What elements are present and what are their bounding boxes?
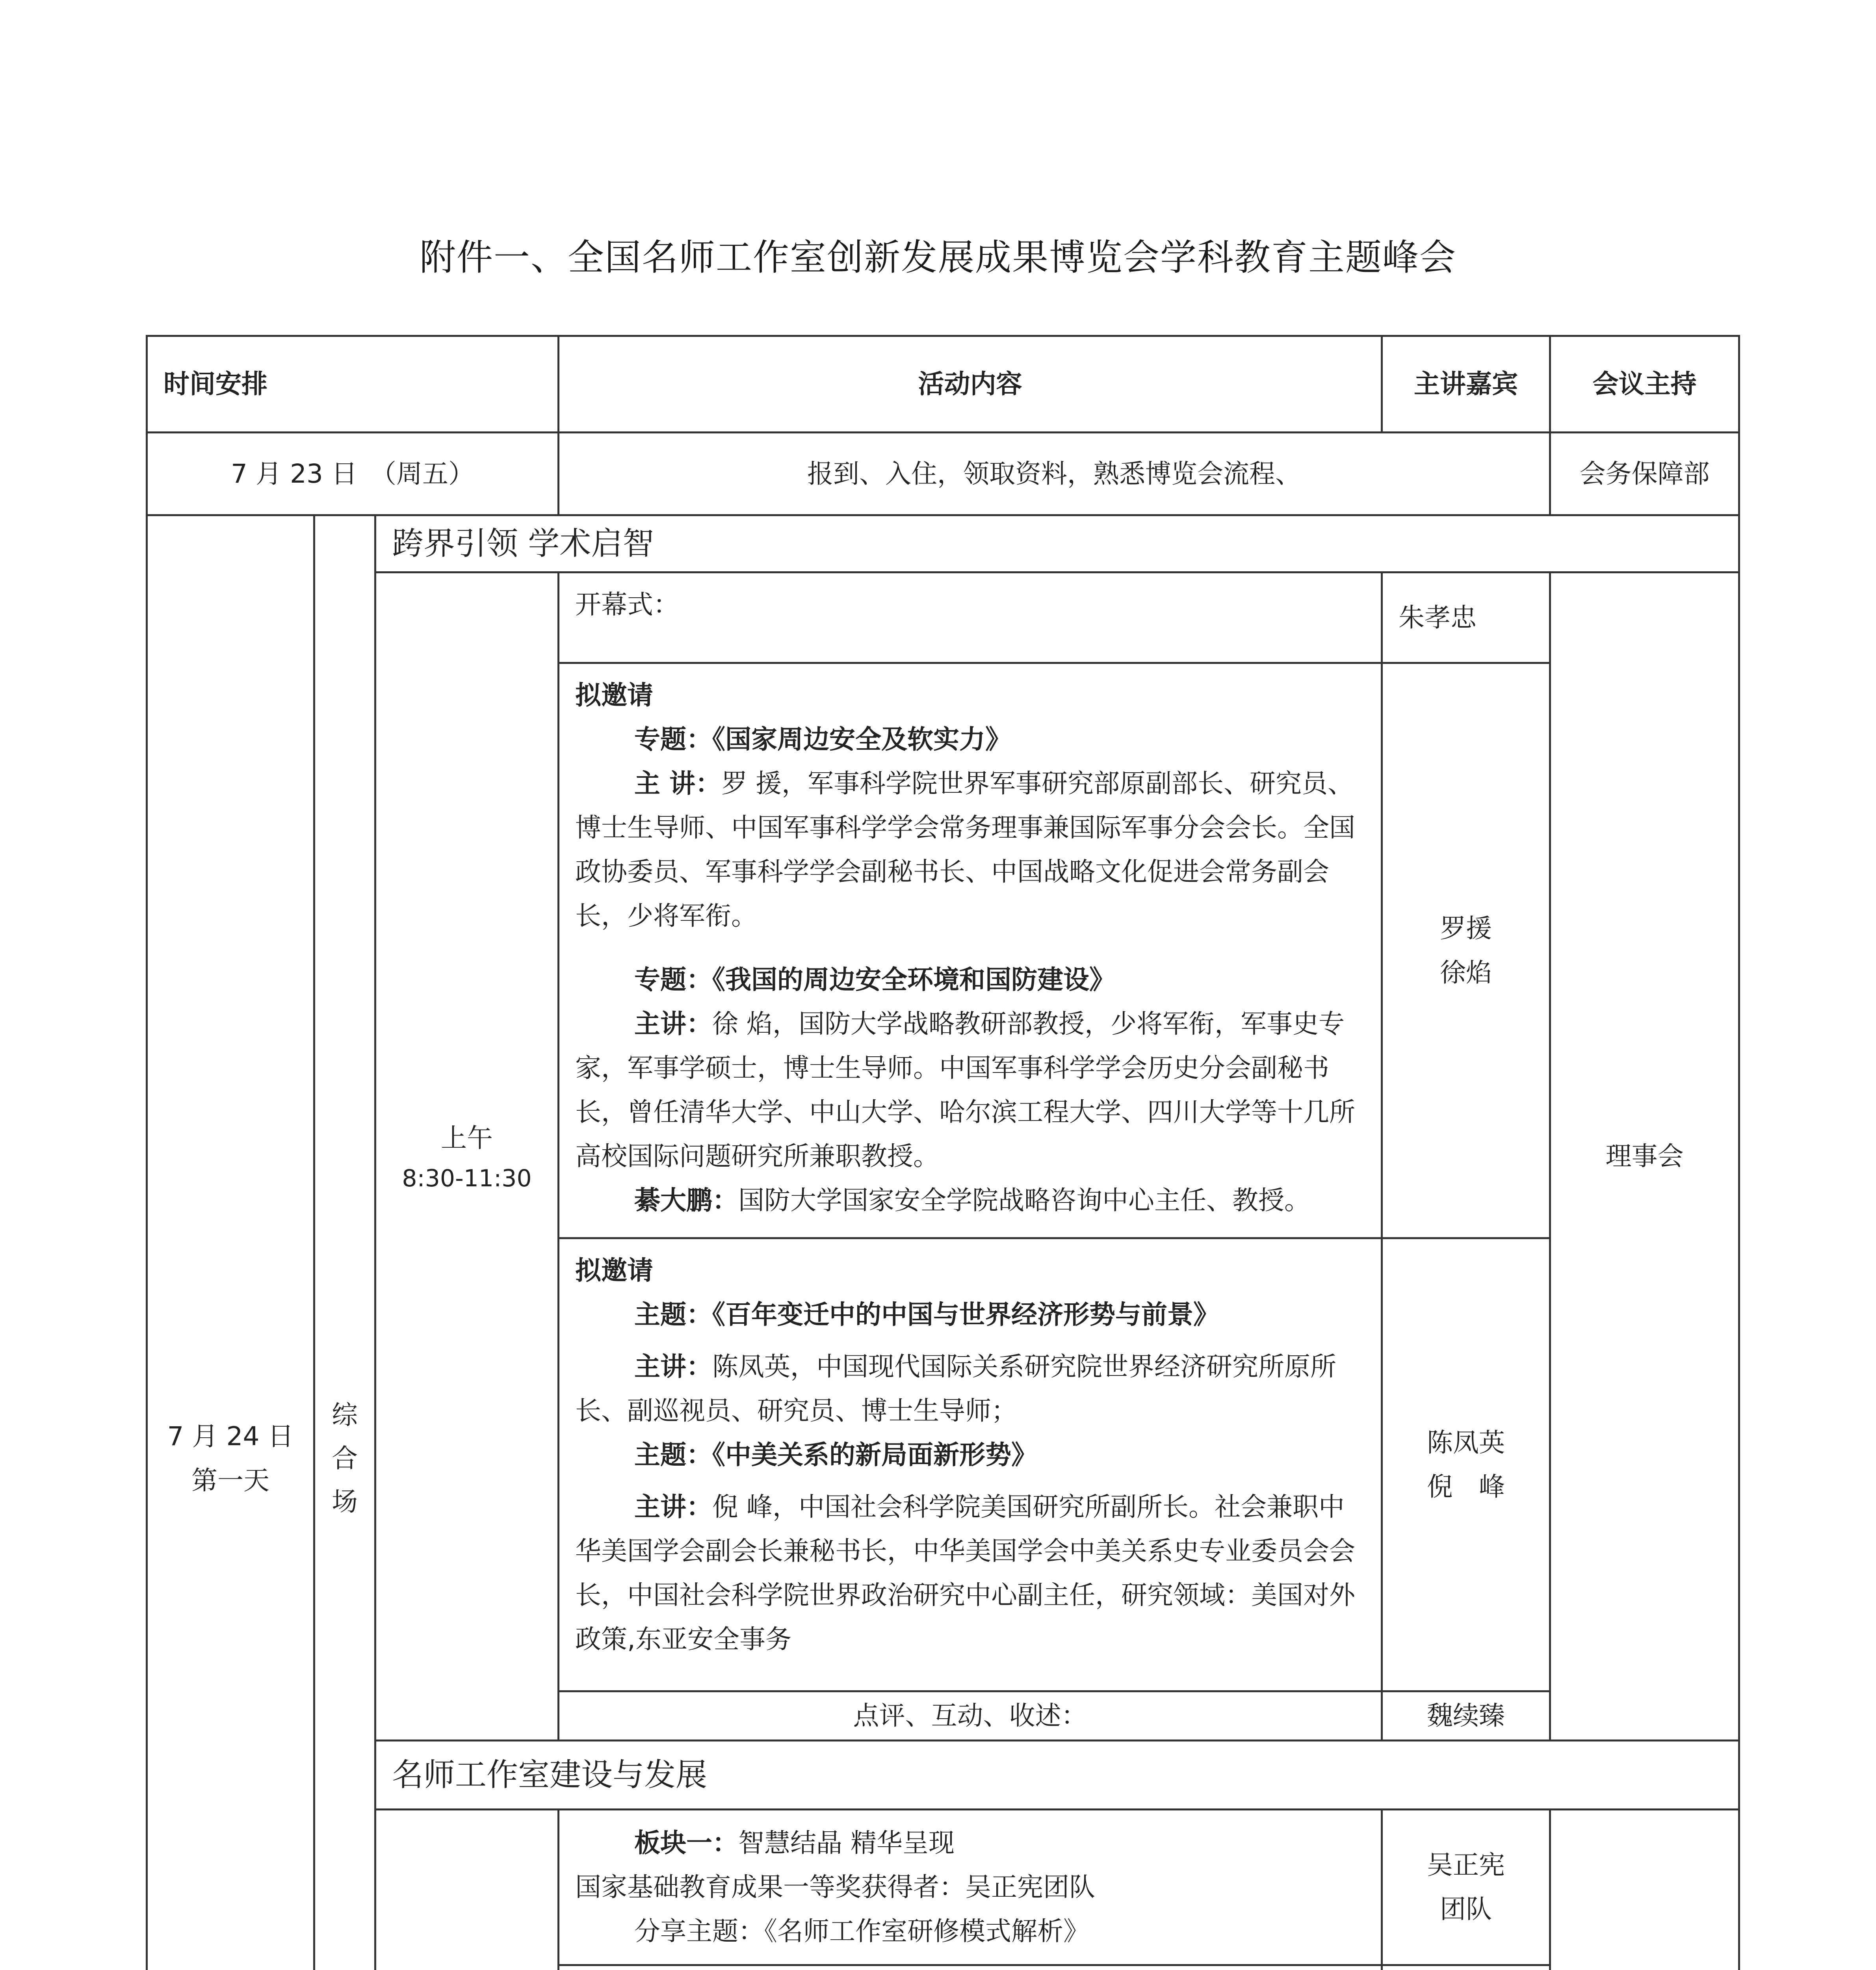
schedule-table bbox=[146, 335, 1740, 1970]
table-row bbox=[147, 515, 1739, 572]
block-b-content bbox=[559, 1238, 1382, 1691]
venue-char: 场 bbox=[332, 1486, 358, 1517]
pm-block1-heading-text: 智慧结晶 精华呈现 bbox=[738, 1828, 955, 1858]
pm-block1-line3-text: 《名师工作室研修模式解析》 bbox=[764, 1916, 1090, 1946]
header-content: 活动内容 bbox=[559, 336, 1382, 433]
pm-block1-speaker-2: 团队 bbox=[1440, 1894, 1492, 1924]
afternoon-host bbox=[1550, 1810, 1739, 1970]
page-title: 附件一、全国名师工作室创新发展成果博览会学科教育主题峰会 bbox=[419, 236, 1456, 279]
pm-block1-line2: 国家基础教育成果一等奖获得者：吴正宪团队 bbox=[575, 1872, 1096, 1902]
block-b-topic1: 主题：《百年变迁中的中国与世界经济形势与前景》 bbox=[634, 1299, 1220, 1330]
block-a-lecturer2-label: 主讲： bbox=[634, 1009, 713, 1039]
block-b-lecturer1-text: 陈凤英，中国现代国际关系研究院世界经济研究所原所长、副巡视员、研究员、博士生导师； bbox=[575, 1351, 1337, 1426]
table-row bbox=[147, 572, 1739, 663]
block-a-lecturer3-text: 国防大学国家安全学院战略咨询中心主任、教授。 bbox=[738, 1185, 1311, 1215]
day1-date: 7 月 23 日 （周五） bbox=[147, 433, 559, 515]
review-speaker: 魏续臻 bbox=[1382, 1691, 1550, 1741]
table-row bbox=[147, 433, 1739, 515]
block-a-topic2: 专题：《我国的周边安全环境和国防建设》 bbox=[634, 965, 1116, 995]
block-a-lecturer1-label: 主 讲： bbox=[634, 768, 721, 799]
venue-char: 综 bbox=[332, 1399, 358, 1430]
block-a-content bbox=[559, 663, 1382, 1238]
block-b-invite: 拟邀请 bbox=[575, 1255, 654, 1286]
table-row bbox=[147, 1810, 1739, 1965]
table-header-row bbox=[147, 336, 1739, 433]
section2-title: 名师工作室建设与发展 bbox=[375, 1741, 1739, 1810]
pm-block1-heading-label: 板块一： bbox=[634, 1828, 739, 1858]
header-speaker: 主讲嘉宾 bbox=[1382, 336, 1550, 433]
block-b-lecturer2-label: 主讲： bbox=[634, 1492, 713, 1522]
morning-host: 理事会 bbox=[1550, 572, 1739, 1741]
day1-content: 报到、入住，领取资料，熟悉博览会流程、 bbox=[559, 433, 1550, 515]
block-b-speakers bbox=[1382, 1238, 1550, 1691]
venue-char: 合 bbox=[332, 1443, 358, 1474]
header-host: 会议主持 bbox=[1550, 336, 1739, 433]
block-a-lecturer2-text: 徐 焰，国防大学战略教研部教授，少将军衔，军事史专家，军事学硕士，博士生导师。中国军事科学学会历史分会副秘书长，曾任清华大学、中山大学、哈尔滨工程大学、四川大学等十几所高校国际问题研究所兼职教授。 bbox=[575, 1009, 1356, 1171]
block-a-lecturer3-label: 綦大鹏： bbox=[634, 1185, 739, 1215]
pm-block1-line3-label: 分享主题： bbox=[634, 1916, 765, 1946]
block-b-lecturer2-text: 倪 峰，中国社会科学院美国研究所副所长。社会兼职中华美国学会副会长兼秘书长，中华美国学会中美关系史专业委员会会长，中国社会科学院世界政治研究中心副主任，研究领域：美国对外政策,东亚安全事务 bbox=[575, 1492, 1356, 1654]
block-a-speaker-2: 徐焰 bbox=[1440, 957, 1492, 988]
opening-speaker: 朱孝忠 bbox=[1382, 572, 1550, 663]
block-b-speaker-2: 倪 峰 bbox=[1427, 1471, 1505, 1502]
block-a-speakers bbox=[1382, 663, 1550, 1238]
block-a-invite: 拟邀请 bbox=[575, 680, 654, 710]
pm-block2-speaker bbox=[1382, 1965, 1550, 1970]
morning-time: 8:30-11:30 bbox=[402, 1165, 532, 1192]
pm-block1-speaker-1: 吴正宪 bbox=[1427, 1850, 1505, 1880]
day1-host: 会务保障部 bbox=[1550, 433, 1739, 515]
review-text: 点评、互动、收述： bbox=[559, 1691, 1382, 1741]
day2-date bbox=[147, 515, 314, 1970]
header-time: 时间安排 bbox=[147, 336, 559, 433]
block-b-topic2: 主题：《中美关系的新局面新形势》 bbox=[634, 1440, 1038, 1470]
block-b-speaker-1: 陈凤英 bbox=[1427, 1427, 1505, 1458]
pm-block2-content bbox=[559, 1965, 1382, 1970]
table-row bbox=[147, 1741, 1739, 1810]
pm-block1-speakers bbox=[1382, 1810, 1550, 1965]
pm-block1-content bbox=[559, 1810, 1382, 1965]
opening-text: 开幕式： bbox=[559, 572, 1382, 663]
section1-title: 跨界引领 学术启智 bbox=[375, 515, 1739, 572]
morning-label: 上午 bbox=[441, 1123, 493, 1153]
day2-date-line1: 7 月 24 日 bbox=[167, 1421, 294, 1451]
morning-slot bbox=[375, 572, 559, 1741]
block-a-speaker-1: 罗援 bbox=[1440, 913, 1492, 944]
day2-date-line2: 第一天 bbox=[191, 1465, 269, 1496]
afternoon-slot bbox=[375, 1810, 559, 1970]
venue-label bbox=[314, 515, 375, 1970]
block-a-topic1: 专题：《国家周边安全及软实力》 bbox=[634, 724, 1012, 755]
block-a-lecturer1-text: 罗 援，军事科学院世界军事研究部原副部长、研究员、博士生导师、中国军事科学学会常务理事兼国际军事分会会长。全国政协委员、军事科学学会副秘书长、中国战略文化促进会常务副会长，少将军衔。 bbox=[575, 768, 1356, 931]
block-b-lecturer1-label: 主讲： bbox=[634, 1351, 713, 1382]
